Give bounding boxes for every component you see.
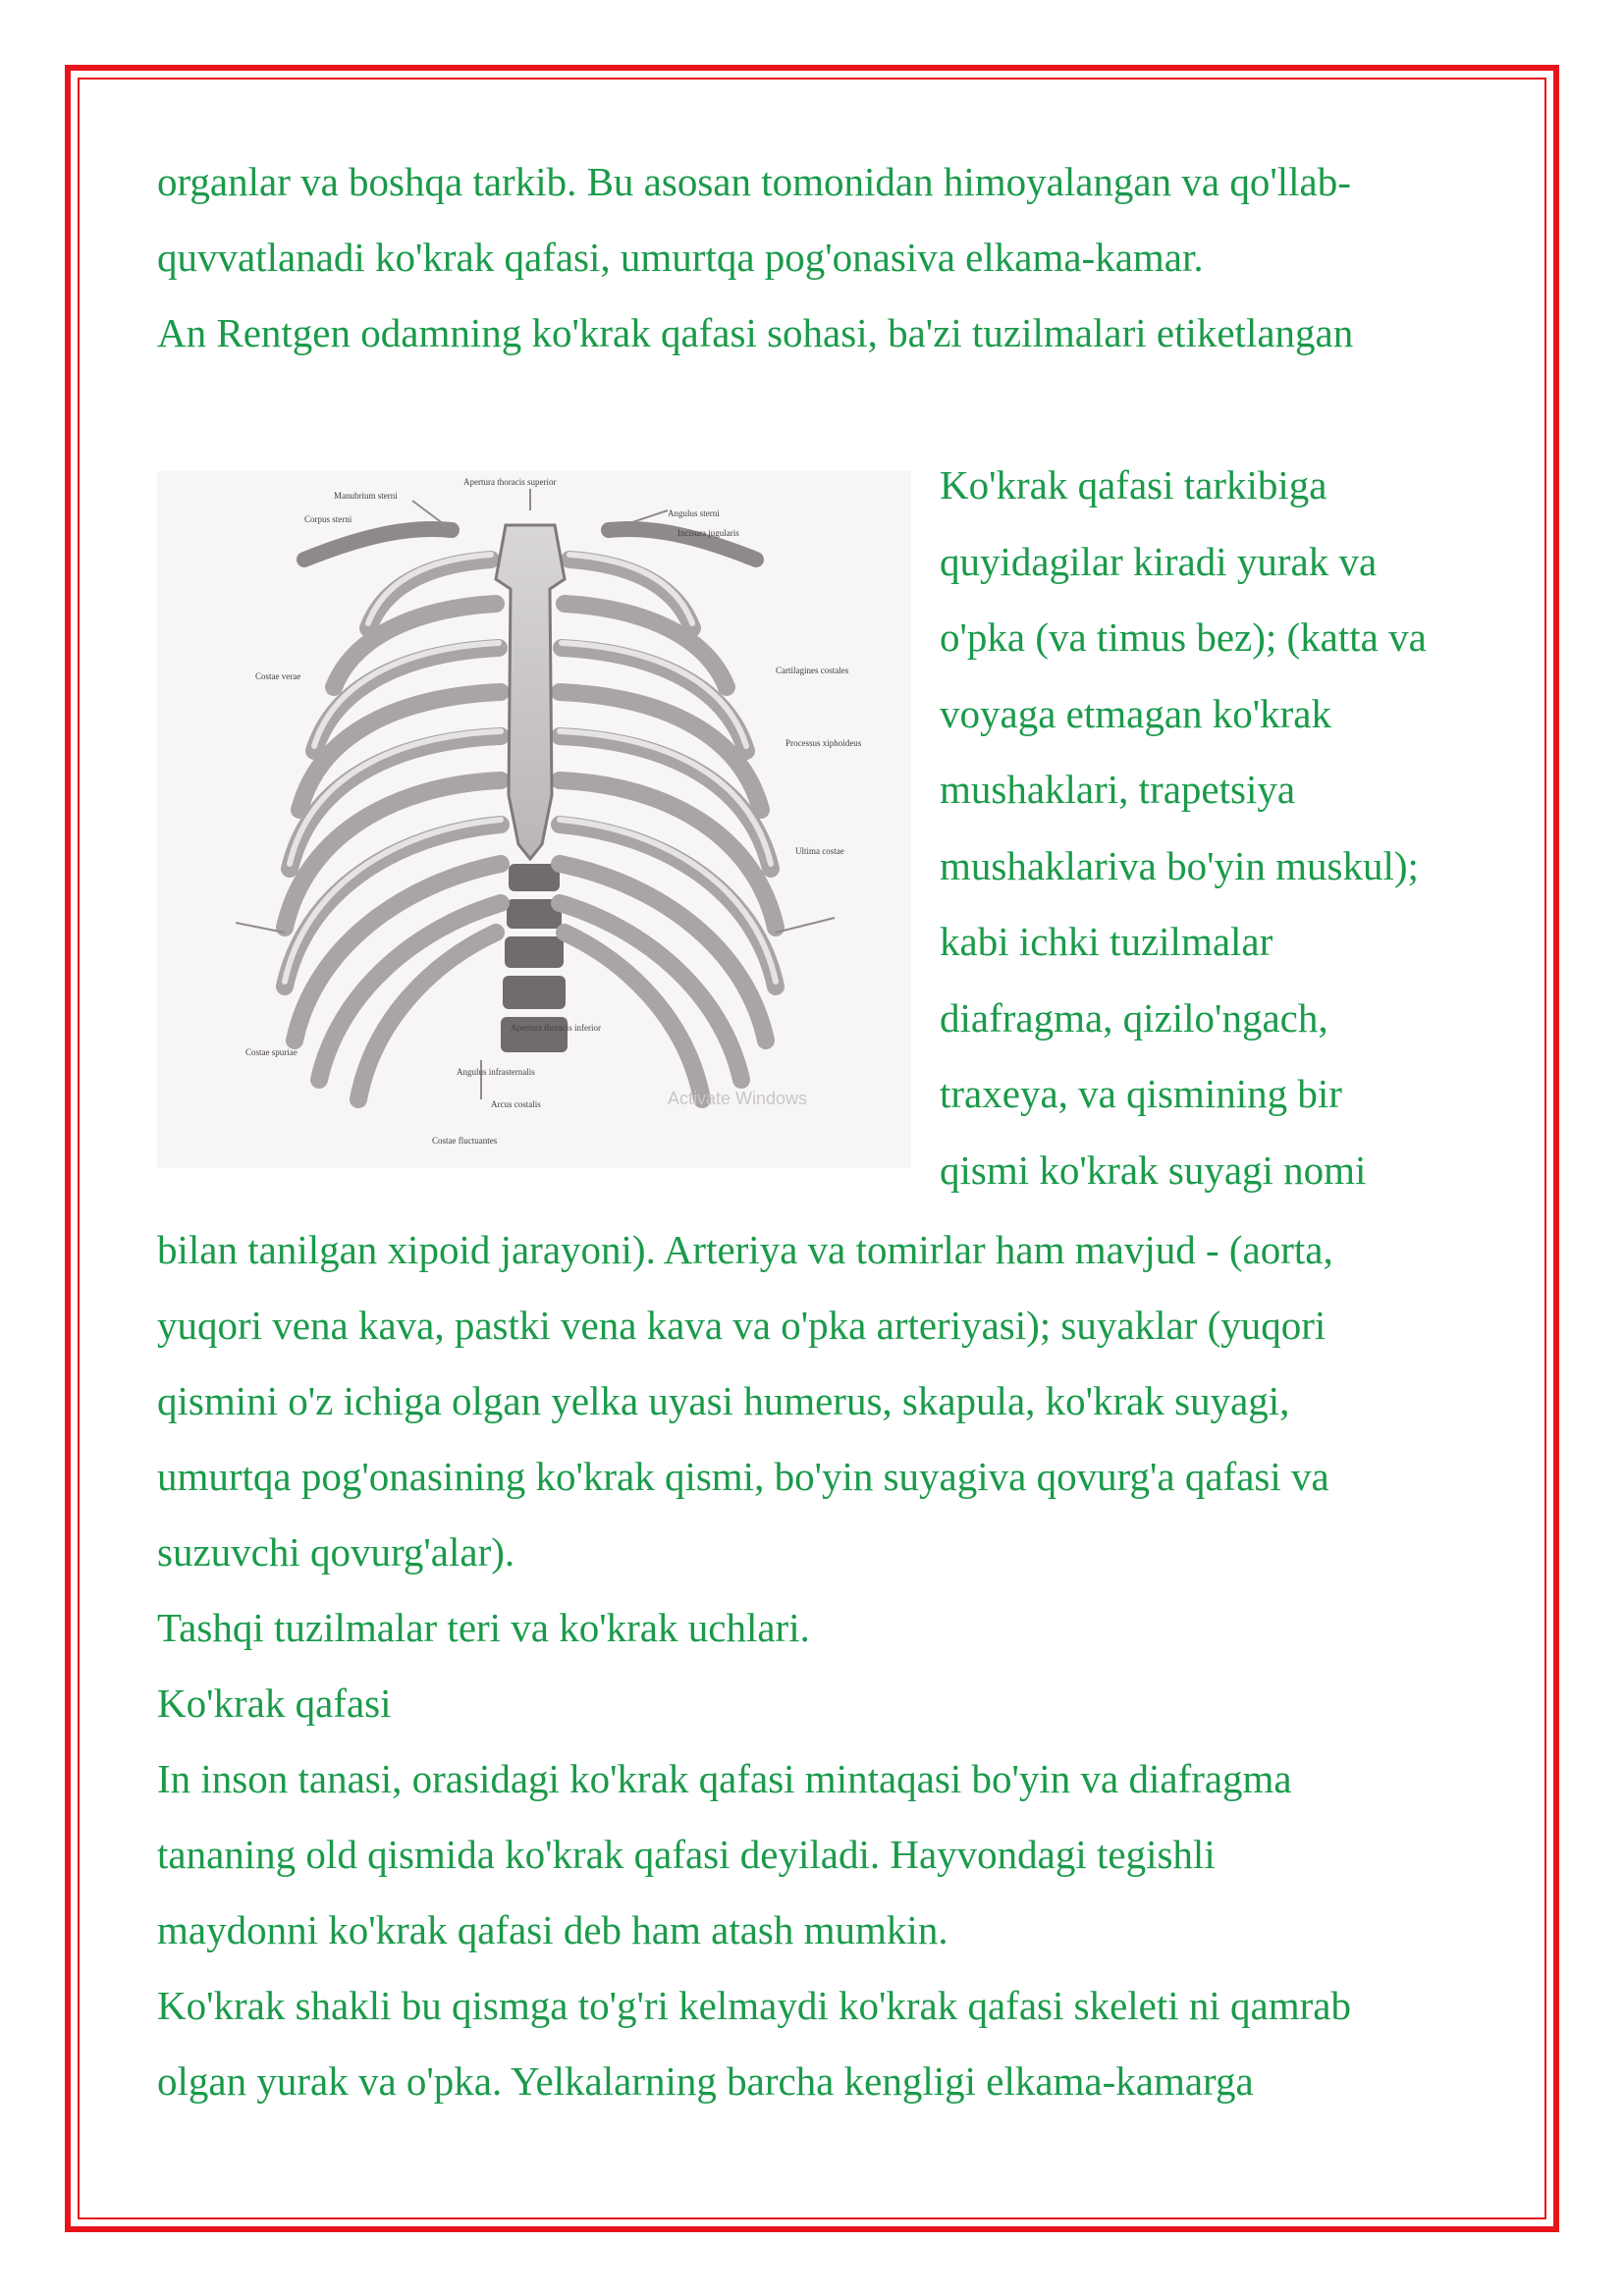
rib-cage-illustration-icon — [157, 471, 911, 1168]
body-line: bilan tanilgan xipoid jarayoni). Arteriya va tomirlar ham mavjud - (aorta, — [157, 1227, 1333, 1272]
body-line: umurtqa pog'onasining ko'krak qismi, bo'yin suyagiva qovurg'a qafasi va — [157, 1454, 1329, 1499]
body-line: suzuvchi qovurg'alar). — [157, 1529, 515, 1575]
figure-label: Cartilagines costales — [776, 666, 849, 675]
figure-label: Apertura thoracis inferior — [511, 1023, 601, 1033]
intro-line: quvvatlanadi ko'krak qafasi, umurtqa pog'onasiva elkama-kamar. — [157, 235, 1204, 280]
side-line: mushaklari, trapetsiya — [940, 767, 1296, 812]
body-paragraph — [157, 1212, 1351, 2119]
body-line: maydonni ko'krak qafasi deb ham atash mumkin. — [157, 1907, 948, 1952]
figure-label: Costae fluctuantes — [432, 1136, 498, 1146]
side-line: voyaga etmagan ko'krak — [940, 690, 1332, 736]
figure-label: Incisura jugularis — [677, 528, 739, 538]
body-line: Tashqi tuzilmalar teri va ko'krak uchlari. — [157, 1605, 810, 1650]
figure-label: Processus xiphoideus — [785, 738, 862, 748]
figure-label: Manubrium sterni — [334, 491, 398, 501]
side-line: diafragma, qizilo'ngach, — [940, 994, 1328, 1041]
figure-label: Corpus sterni — [304, 514, 352, 524]
watermark-text: Activate Windows — [668, 1089, 808, 1108]
side-line: traxeya, va qismining bir — [940, 1071, 1342, 1116]
body-line: yuqori vena kava, pastki vena kava va o'pka arteriyasi); suyaklar (yuqori — [157, 1303, 1326, 1348]
section-heading: Ko'krak qafasi — [157, 1681, 392, 1726]
side-line: quyidagilar kiradi yurak va — [940, 538, 1378, 584]
figure-label: Apertura thoracis superior — [463, 477, 557, 487]
body-line: tananing old qismida ko'krak qafasi deyiladi. Hayvondagi tegishli — [157, 1832, 1216, 1877]
figure-label: Ultima costae — [795, 846, 844, 856]
figure-label: Angulus sterni — [668, 508, 720, 518]
rib-cage-figure — [157, 471, 911, 1168]
body-line: qismini o'z ichiga olgan yelka uyasi humerus, skapula, ko'krak suyagi, — [157, 1378, 1290, 1423]
figure-label: Costae verae — [255, 671, 301, 681]
intro-line: organlar va boshqa tarkib. Bu asosan tomonidan himoyalangan va qo'llab- — [157, 159, 1351, 204]
body-line: In inson tanasi, orasidagi ko'krak qafasi mintaqasi bo'yin va diafragma — [157, 1756, 1292, 1801]
side-paragraph — [940, 448, 1427, 1208]
side-line: mushaklariva bo'yin muskul); — [940, 842, 1419, 888]
side-line: o'pka (va timus bez); (katta va — [940, 614, 1427, 660]
body-line: olgan yurak va o'pka. Yelkalarning barcha kengligi elkama-kamarga — [157, 2058, 1254, 2104]
side-line: Ko'krak qafasi tarkibiga — [940, 462, 1327, 507]
intro-paragraph — [157, 144, 1353, 371]
figure-label: Arcus costalis — [491, 1099, 541, 1109]
body-line: Ko'krak shakli bu qismga to'g'ri kelmaydi ko'krak qafasi skeleti ni qamrab — [157, 1983, 1351, 2028]
figure-label: Costae spuriae — [245, 1047, 298, 1057]
figure-label: Angulus infrasternalis — [457, 1067, 535, 1077]
intro-line: An Rentgen odamning ko'krak qafasi sohasi, ba'zi tuzilmalari etiketlangan — [157, 310, 1354, 355]
side-line: qismi ko'krak suyagi nomi — [940, 1147, 1367, 1193]
side-line: kabi ichki tuzilmalar — [940, 919, 1273, 964]
